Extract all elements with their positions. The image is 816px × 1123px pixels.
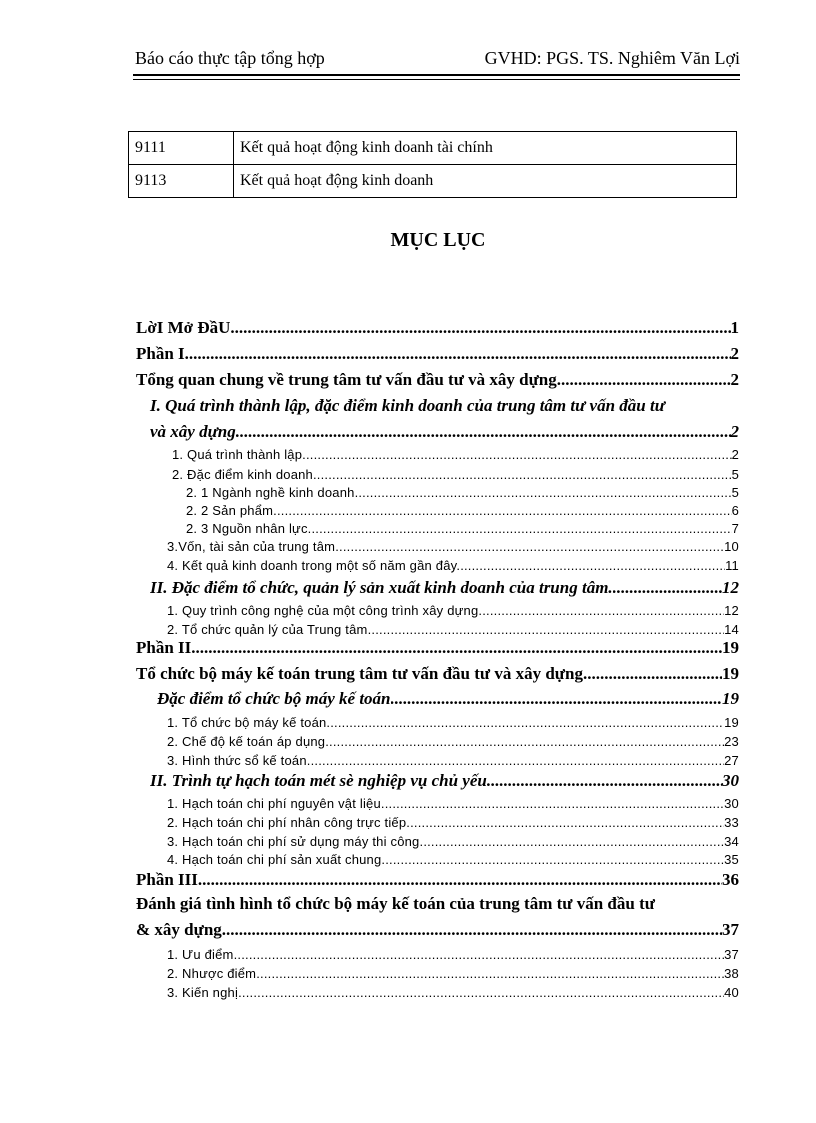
toc-entry[interactable] — [150, 578, 739, 598]
toc-entry-page: 38 — [724, 966, 739, 981]
toc-entry[interactable] — [186, 485, 739, 500]
toc-entry-page: 27 — [724, 753, 739, 768]
toc-entry[interactable] — [186, 503, 739, 518]
account-description: Kết quả hoạt động kinh doanh — [234, 165, 737, 198]
toc-entry-text: 2. Tổ chức quản lý của Trung tâm. — [167, 622, 372, 637]
toc-entry-page: 11 — [725, 558, 739, 573]
toc-entry-page: 6 — [731, 503, 739, 518]
toc-entry[interactable] — [167, 985, 739, 1000]
toc-entry-text: 1. Quy trình công nghệ của một công trình xây dựng. — [167, 603, 483, 618]
toc-entry[interactable] — [186, 521, 739, 536]
toc-entry[interactable] — [167, 539, 739, 554]
toc-entry-page: 19 — [722, 664, 739, 683]
toc-entry-text: 2. 3 Nguồn nhân lực — [186, 521, 308, 536]
table-row — [129, 132, 737, 165]
toc-entry-text: 4. Hạch toán chi phí sản xuất chung. — [167, 852, 386, 867]
toc-entry-page: 33 — [724, 815, 739, 830]
toc-entry-text: II. Đặc điểm tổ chức, quản lý sản xuất kinh doanh của trung tâm. — [150, 578, 613, 597]
toc-entry[interactable] — [167, 753, 739, 768]
toc-entry[interactable] — [136, 318, 739, 338]
toc-entry-text: 2. Hạch toán chi phí nhân công trực tiếp. — [167, 815, 411, 830]
toc-entry-page: 30 — [724, 796, 739, 811]
toc-entry-text: 1. Ưu điểm — [167, 947, 234, 962]
toc-entry[interactable] — [167, 603, 739, 618]
toc-entry-text: LờI Mở ĐầU — [136, 318, 231, 337]
toc-entry-page: 1 — [730, 318, 739, 337]
toc-entry-text: 4. Kết quả kinh doanh trong một số năm gần đây. — [167, 558, 461, 573]
toc-entry[interactable] — [172, 447, 739, 462]
toc-entry-page: 23 — [724, 734, 739, 749]
toc-entry-page: 37 — [724, 947, 739, 962]
toc-entry-page: 14 — [724, 622, 739, 637]
toc-entry-text-line1: I. Quá trình thành lập, đặc điểm kinh doanh của trung tâm tư vấn đầu tư — [150, 396, 665, 415]
account-code: 9111 — [129, 132, 234, 165]
toc-entry-text: 3. Kiến nghị — [167, 985, 239, 1000]
toc-entry[interactable] — [157, 689, 739, 709]
toc-entry-page: 12 — [722, 578, 739, 597]
toc-entry[interactable] — [136, 870, 739, 890]
supervisor-name: GVHD: PGS. TS. Nghiêm Văn Lợi — [484, 48, 740, 68]
toc-entry-text: Đặc điểm tổ chức bộ máy kế toán — [157, 689, 391, 708]
report-title: Báo cáo thực tập tổng hợp — [135, 48, 325, 68]
toc-entry-page: 5 — [731, 485, 739, 500]
toc-entry-page: 30 — [722, 771, 739, 790]
toc-entry-text: 2. Chế độ kế toán áp dụng. — [167, 734, 330, 749]
header-rule-thick — [133, 74, 740, 76]
toc-entry-text: và xây dựng — [150, 422, 236, 441]
toc-entry-text: 2. Đặc điểm kinh doanh — [172, 467, 313, 482]
toc-entry[interactable] — [150, 771, 739, 791]
header-rule-thin — [133, 79, 740, 80]
toc-entry[interactable] — [167, 622, 739, 637]
toc-entry-page: 2 — [730, 344, 739, 363]
toc-entry-text: 2. 1 Ngành nghề kinh doanh — [186, 485, 355, 500]
toc-entry[interactable] — [167, 966, 739, 981]
toc-entry-page: 10 — [724, 539, 739, 554]
toc-entry-text: 1. Quá trình thành lập. — [172, 447, 306, 462]
toc-entry-page: 19 — [722, 689, 739, 708]
page-title: MỤC LỤC — [390, 229, 486, 251]
toc-entry-page: 5 — [731, 467, 739, 482]
toc-entry-page: 34 — [724, 834, 739, 849]
toc-entry[interactable] — [167, 815, 739, 830]
account-code: 9113 — [129, 165, 234, 198]
toc-entry[interactable] — [136, 370, 739, 390]
toc-entry[interactable] — [136, 920, 739, 940]
toc-entry[interactable] — [167, 852, 739, 867]
account-code-table — [128, 131, 737, 198]
toc-entry-text: II. Trình tự hạch toán mét sè nghiệp vụ chủ yếu. — [150, 771, 492, 790]
toc-entry-page: 2 — [730, 370, 739, 389]
toc-entry-page: 19 — [722, 638, 739, 657]
account-description: Kết quả hoạt động kinh doanh tài chính — [234, 132, 737, 165]
toc-entry-text: Phần III — [136, 870, 198, 889]
toc-entry-text: 3. Hình thức sổ kế toán. — [167, 753, 311, 768]
toc-entry[interactable] — [167, 715, 739, 730]
toc-entry-page: 36 — [722, 870, 739, 889]
toc-entry-page: 37 — [722, 920, 739, 939]
table-row — [129, 165, 737, 198]
toc-entry-page: 35 — [724, 852, 739, 867]
toc-entry[interactable] — [136, 638, 739, 658]
toc-entry[interactable] — [167, 558, 739, 573]
toc-entry-text: 1. Hạch toán chi phí nguyên vật liệu. — [167, 796, 385, 811]
toc-entry-text: 2. 2 Sản phẩm — [186, 503, 274, 518]
toc-entry-text-line1: Đánh giá tình hình tổ chức bộ máy kế toán của trung tâm tư vấn đầu tư — [136, 894, 655, 913]
toc-entry-page: 40 — [724, 985, 739, 1000]
page-header — [135, 48, 740, 76]
toc-entry-page: 2 — [731, 447, 739, 462]
toc-entry-page: 19 — [724, 715, 739, 730]
toc-entry[interactable] — [167, 796, 739, 811]
toc-entry[interactable] — [167, 734, 739, 749]
toc-entry-text: 3.Vốn, tài sản của trung tâm — [167, 539, 336, 554]
toc-entry-text: Phần II — [136, 638, 192, 657]
toc-entry[interactable] — [150, 422, 739, 442]
toc-entry-page: 2 — [730, 422, 739, 441]
toc-entry-text: Phần I — [136, 344, 185, 363]
toc-entry-text: 2. Nhược điểm — [167, 966, 257, 981]
toc-entry-text: Tổ chức bộ máy kế toán trung tâm tư vấn đầu tư và xây dựng — [136, 664, 583, 683]
toc-entry-text: & xây dựng — [136, 920, 222, 939]
toc-entry[interactable] — [172, 467, 739, 482]
toc-entry[interactable] — [167, 947, 739, 962]
toc-entry-page: 7 — [731, 521, 739, 536]
toc-entry-text: Tổng quan chung về trung tâm tư vấn đầu tư và xây dựng — [136, 370, 557, 389]
toc-entry-page: 12 — [724, 603, 739, 618]
toc-entry[interactable] — [136, 664, 739, 684]
toc-entry-text: 3. Hạch toán chi phí sử dụng máy thi công. — [167, 834, 424, 849]
toc-entry[interactable] — [167, 834, 739, 849]
toc-entry-text: 1. Tổ chức bộ máy kế toán. — [167, 715, 331, 730]
toc-entry[interactable] — [136, 344, 739, 364]
